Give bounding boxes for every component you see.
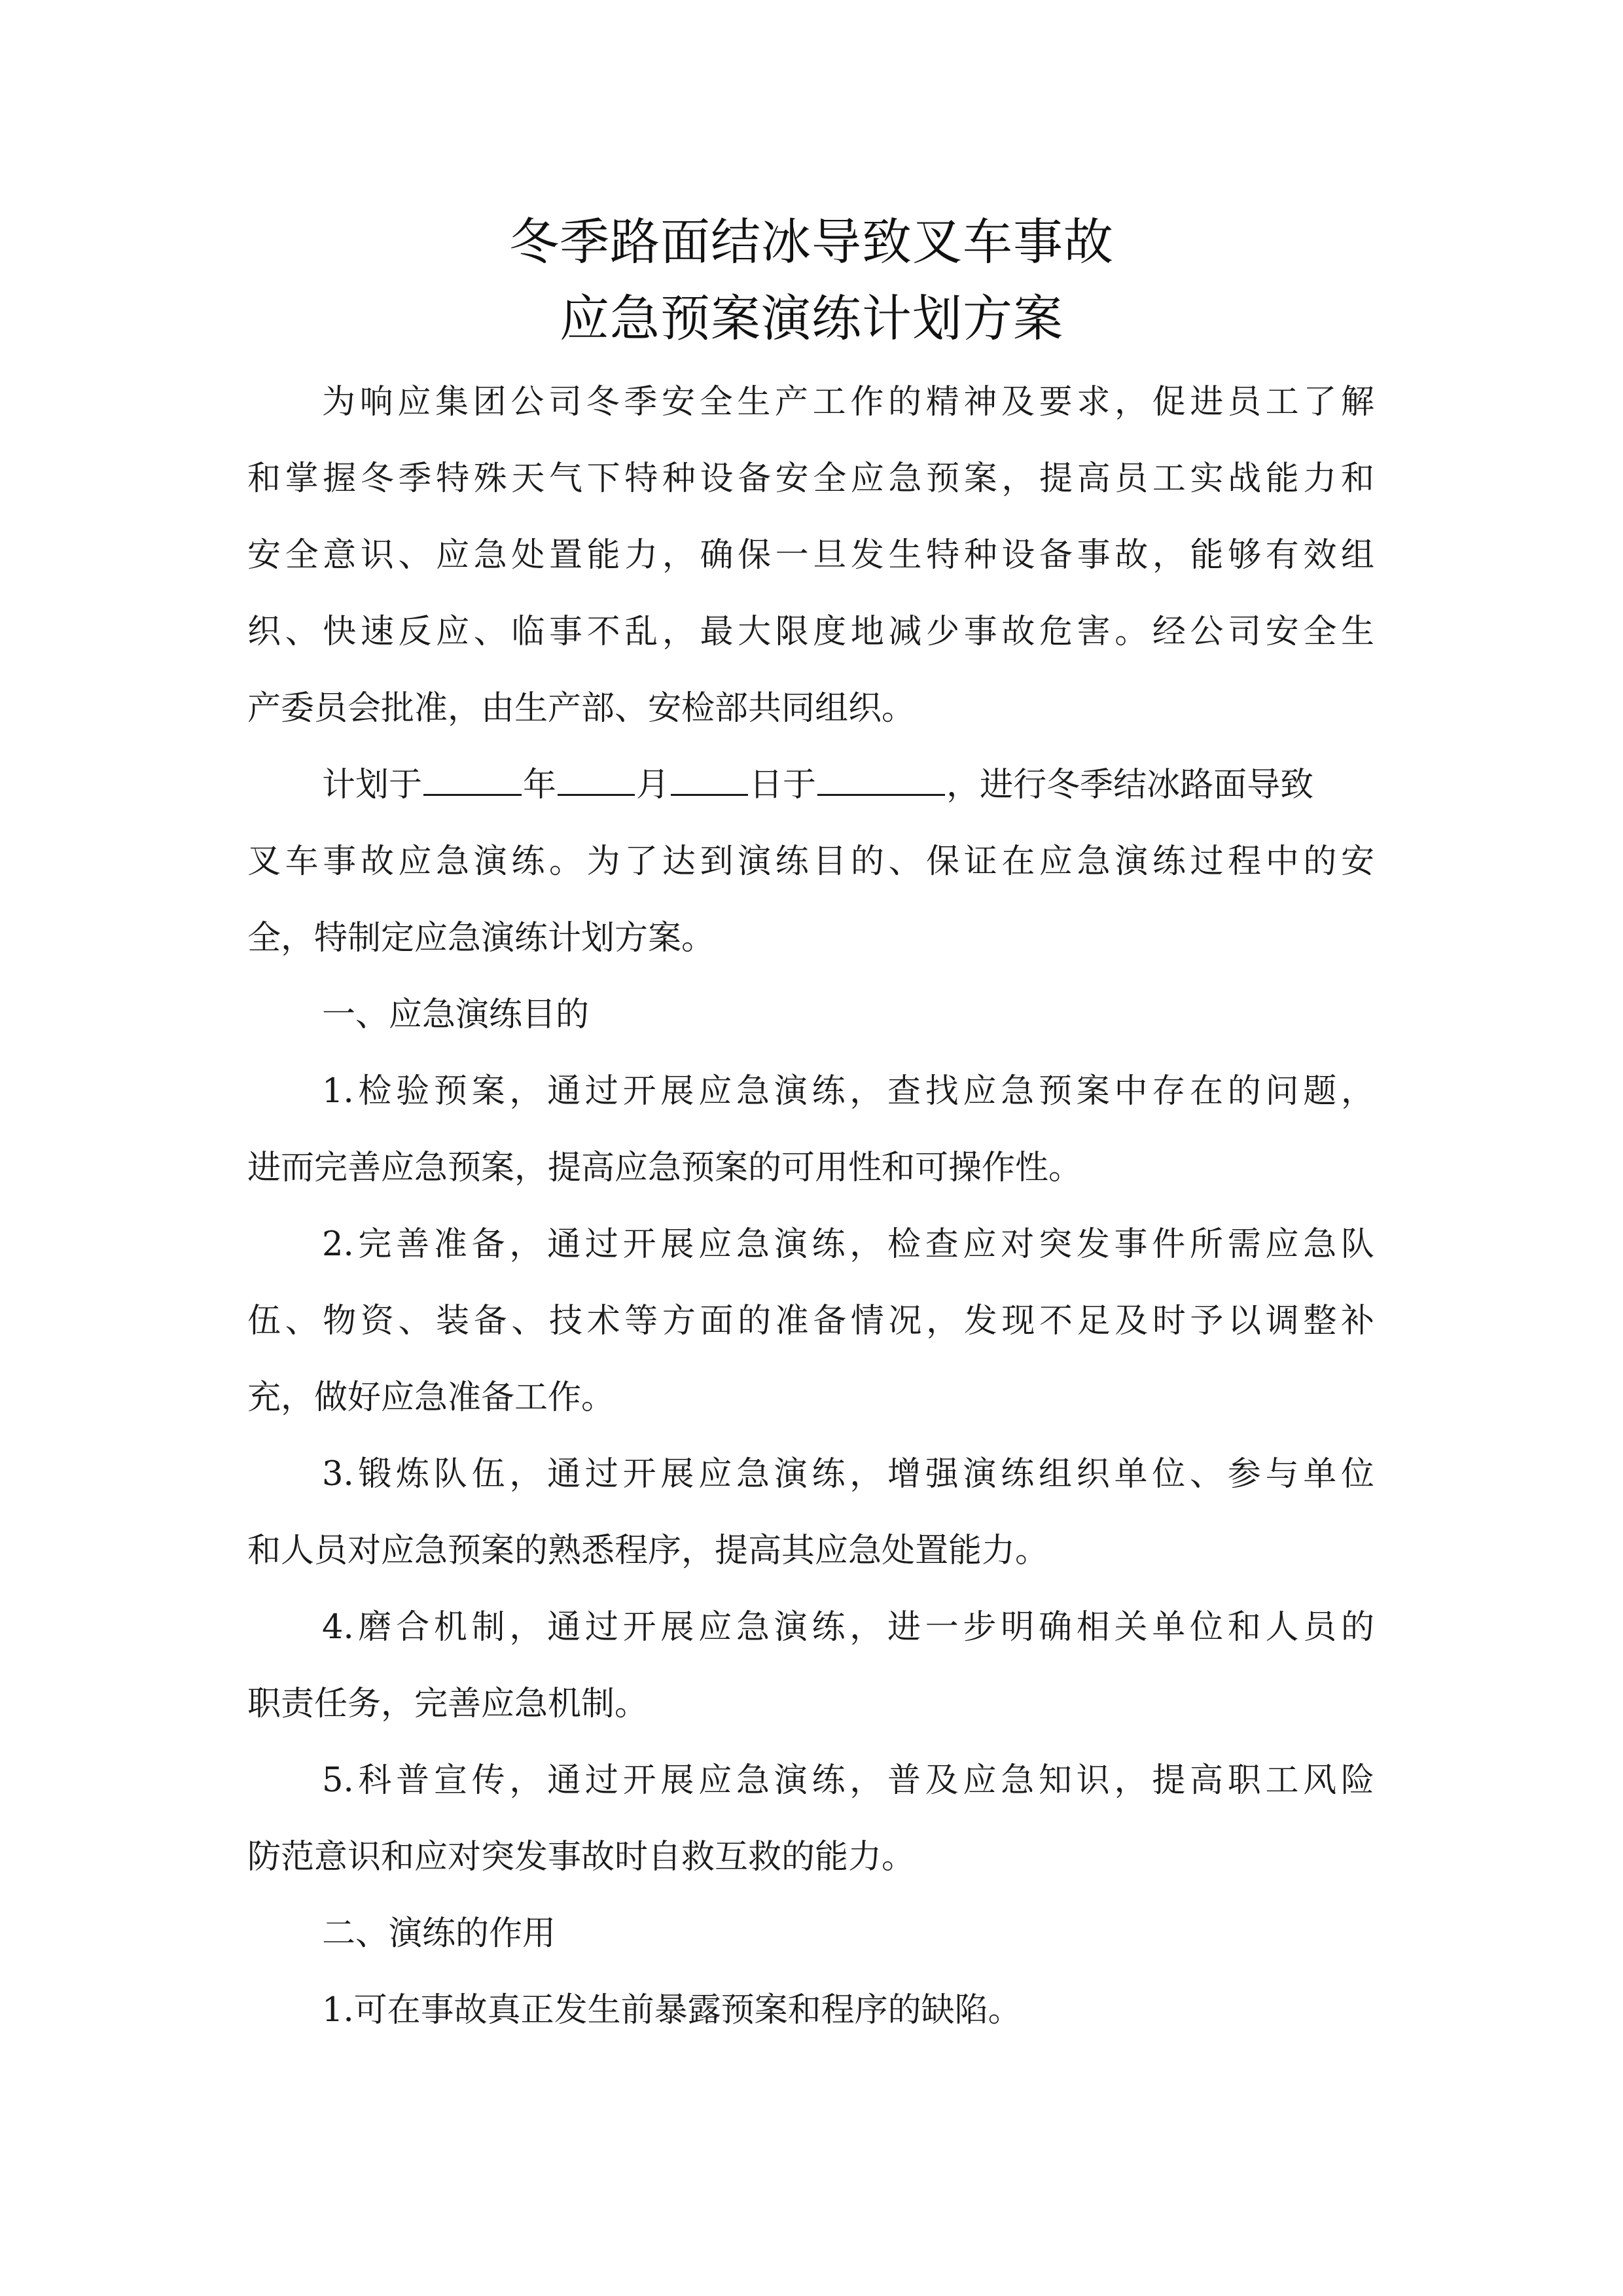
plan-line-2: 叉车事故应急演练。为了达到演练目的、保证在应急演练过程中的安 xyxy=(247,842,1374,881)
intro-line-1: 为响应集团公司冬季安全生产工作的精神及要求，促进员工了解 xyxy=(322,383,1374,422)
plan-line-1 xyxy=(322,759,1374,812)
section-1-heading: 一、应急演练目的 xyxy=(322,996,590,1034)
plan-month-label: 月 xyxy=(636,766,670,804)
section-1-item-2-line-3: 充，做好应急准备工作。 xyxy=(247,1378,615,1417)
year-blank[interactable] xyxy=(423,760,522,796)
section-2-heading: 二、演练的作用 xyxy=(322,1914,556,1953)
intro-line-4: 织、快速反应、临事不乱，最大限度地减少事故危害。经公司安全生 xyxy=(247,613,1374,651)
intro-line-2: 和掌握冬季特殊天气下特种设备安全应急预案，提高员工实战能力和 xyxy=(247,459,1374,498)
day-blank[interactable] xyxy=(671,760,748,796)
document-title-line-2: 应急预案演练计划方案 xyxy=(560,289,1063,348)
section-1-item-4-line-1: 4.磨合机制，通过开展应急演练，进一步明确相关单位和人员的 xyxy=(322,1608,1374,1647)
plan-day-label: 日于 xyxy=(749,766,817,804)
section-1-item-2-line-2: 伍、物资、装备、技术等方面的准备情况，发现不足及时予以调整补 xyxy=(247,1302,1374,1340)
section-1-item-5-line-1: 5.科普宣传，通过开展应急演练，普及应急知识，提高职工风险 xyxy=(322,1761,1374,1800)
document-title-line-1: 冬季路面结冰导致叉车事故 xyxy=(509,213,1114,271)
section-1-item-3-line-2: 和人员对应急预案的熟悉程序，提高其应急处置能力。 xyxy=(247,1532,1049,1570)
section-1-item-5-line-2: 防范意识和应对突发事故时自救互救的能力。 xyxy=(247,1838,916,1876)
intro-line-3: 安全意识、应急处置能力，确保一旦发生特种设备事故，能够有效组 xyxy=(247,536,1374,575)
month-blank[interactable] xyxy=(558,760,635,796)
section-1-item-2-line-1: 2.完善准备，通过开展应急演练，检查应对突发事件所需应急队 xyxy=(322,1225,1374,1264)
location-blank[interactable] xyxy=(817,760,945,796)
plan-line-3: 全，特制定应急演练计划方案。 xyxy=(247,919,715,958)
plan-suffix: ，进行冬季结冰路面导致 xyxy=(946,766,1314,804)
section-1-item-1-line-2: 进而完善应急预案，提高应急预案的可用性和可操作性。 xyxy=(247,1149,1082,1187)
section-1-item-1-line-1: 1.检验预案，通过开展应急演练，查找应急预案中存在的问题， xyxy=(322,1072,1374,1111)
plan-prefix: 计划于 xyxy=(322,766,423,804)
section-1-item-4-line-2: 职责任务，完善应急机制。 xyxy=(247,1685,649,1723)
intro-line-5: 产委员会批准，由生产部、安检部共同组织。 xyxy=(247,689,916,728)
section-2-item-1: 1.可在事故真正发生前暴露预案和程序的缺陷。 xyxy=(322,1991,1022,2030)
section-1-item-3-line-1: 3.锻炼队伍，通过开展应急演练，增强演练组织单位、参与单位 xyxy=(322,1455,1374,1494)
plan-year-label: 年 xyxy=(523,766,557,804)
